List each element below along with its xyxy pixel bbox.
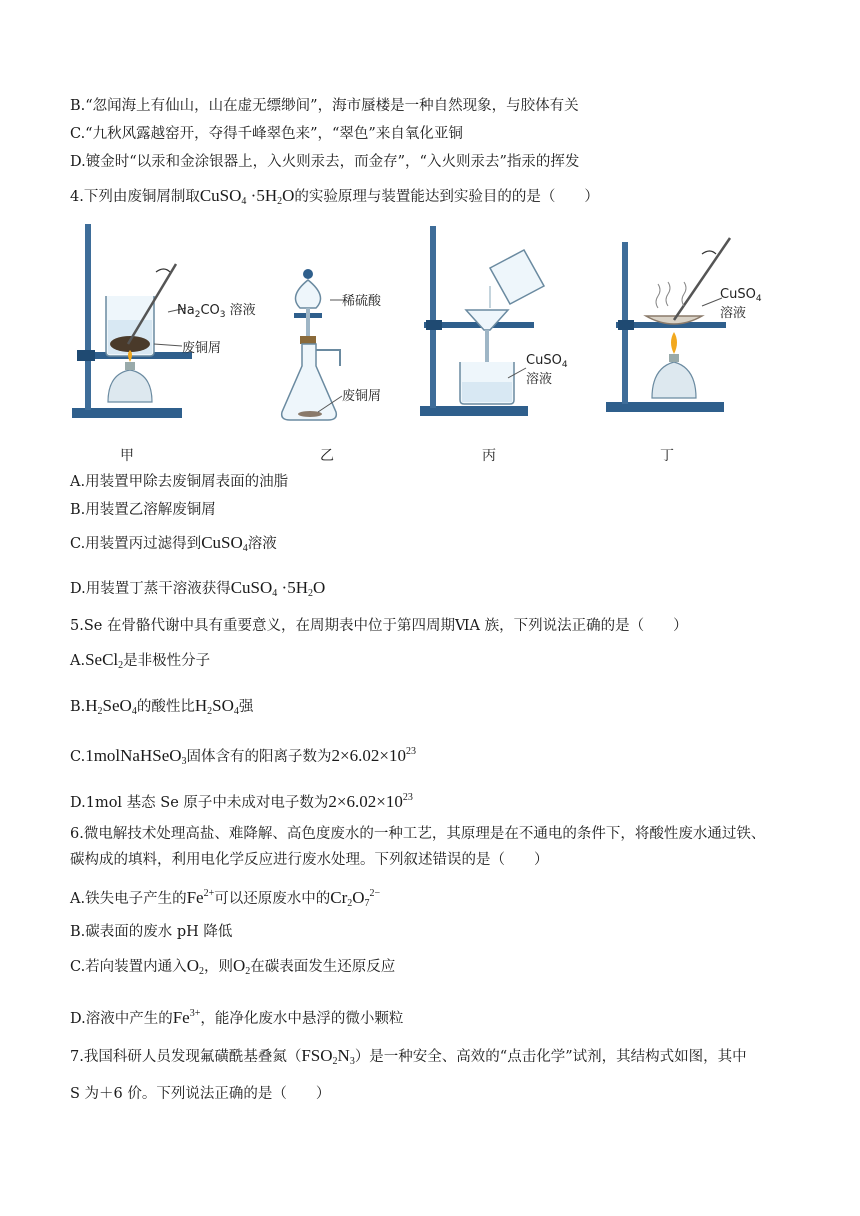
apparatus-c [420,226,568,416]
q4-option-d: D.用装置丁蒸干溶液获得CuSO$_4$ $\cdot 5H_2O$ [70,578,326,599]
q6-option-c: C.若向装置内通入$O_2$，则$O_2$在碳表面发生还原反应 [70,956,396,977]
q6-option-d: D.溶液中产生的$Fe^{3+}$，能净化废水中悬浮的微小颗粒 [70,1008,404,1027]
label-a-scrap: 废铜屑 [182,341,222,356]
q5-option-c: C.1molNaHSeO$_3$固体含有的阳离子数为$2\times 6.02\times 10^{23}$ [70,746,416,767]
svg-text:Na2CO3 溶液: $Na_2CO_3$ 溶液 [177,303,256,320]
apparatus-a [72,224,256,418]
svg-text:CuSO4: CuSO$_4$ [526,353,568,370]
svg-text:CuSO4: CuSO$_4$ [720,287,762,304]
label-b-scrap: 废铜屑 [342,389,382,404]
apparatus-d [606,238,762,412]
q7-stem-line2: S 为＋6 价。下列说法正确的是（ ） [70,1086,331,1102]
q4-option-a: A.用装置甲除去废铜屑表面的油脂 [70,474,289,490]
q4-option-b: B.用装置乙溶解废铜屑 [70,502,216,518]
q6-stem-line2: 碳构成的填料，利用电化学反应进行废水处理。下列叙述错误的是（ ） [70,852,549,868]
label-b-acid: 稀硫酸 [342,294,382,309]
q3-option-c: C.“九秋风露越窑开，夺得千峰翠色来”，“翠色”来自氧化亚铜 [70,126,463,142]
alcohol-lamp-a [108,370,152,402]
q5-option-a: A.SeCl$_2$是非极性分子 [70,650,211,671]
label-d-solution: 溶液 [720,306,747,321]
q3-option-d: D.镀金时“以汞和金涂银器上，入火则汞去，而金存”，“入火则汞去”指汞的挥发 [70,154,580,170]
q4-option-c: C.用装置丙过滤得到CuSO$_4$溶液 [70,533,277,554]
q6-stem-line1: 6.微电解技术处理高盐、难降解、高色度废水的一种工艺，其原理是在不通电的条件下，将酸性废水通过铁、 [70,826,766,842]
apparatus-figure [62,216,802,476]
q6-option-b: B.碳表面的废水 pH 降低 [70,924,233,940]
alcohol-lamp-d [652,362,696,398]
caption-a: 甲 [120,448,134,464]
q5-option-d: D.1mol 基态 Se 原子中未成对电子数为$2\times 6.02\times 10^{23}$ [70,792,413,811]
pouring-beaker-c [490,250,544,304]
q5-stem: 5.Se 在骨骼代谢中具有重要意义，在周期表中位于第四周期ⅥA 族，下列说法正确的是（ ） [70,618,688,634]
q6-option-a: A.铁失电子产生的$Fe^{2+}$可以还原废水中的$Cr_2O_7^{2-}$ [70,888,381,909]
q4-stem: 4.下列由废铜屑制取CuSO$_4$ $\cdot 5H_2O$的实验原理与装置能达到实验目的的是（ ） [70,186,599,207]
q3-option-b: B.“忽闻海上有仙山，山在虚无缥缈间”，海市蜃楼是一种自然现象，与胶体有关 [70,98,579,114]
flask-b [282,344,337,420]
q5-option-b: $B.H_2SeO_4$的酸性比$H_2SO_4$强 [70,696,254,717]
apparatus-b [282,269,382,420]
stopper-b [300,336,316,344]
stand-rod-a [85,224,91,410]
caption-d: 丁 [660,448,674,464]
separatory-funnel-b [296,280,321,308]
caption-c: 丙 [482,448,496,464]
q7-stem-line1: 7.我国科研人员发现氟磺酰基叠氮$(FSO_2N_3)$是一种安全、高效的“点击化学”试剂，其结构式如图，其中 [70,1046,747,1067]
caption-b: 乙 [320,448,334,464]
label-c-solution: 溶液 [526,372,553,387]
